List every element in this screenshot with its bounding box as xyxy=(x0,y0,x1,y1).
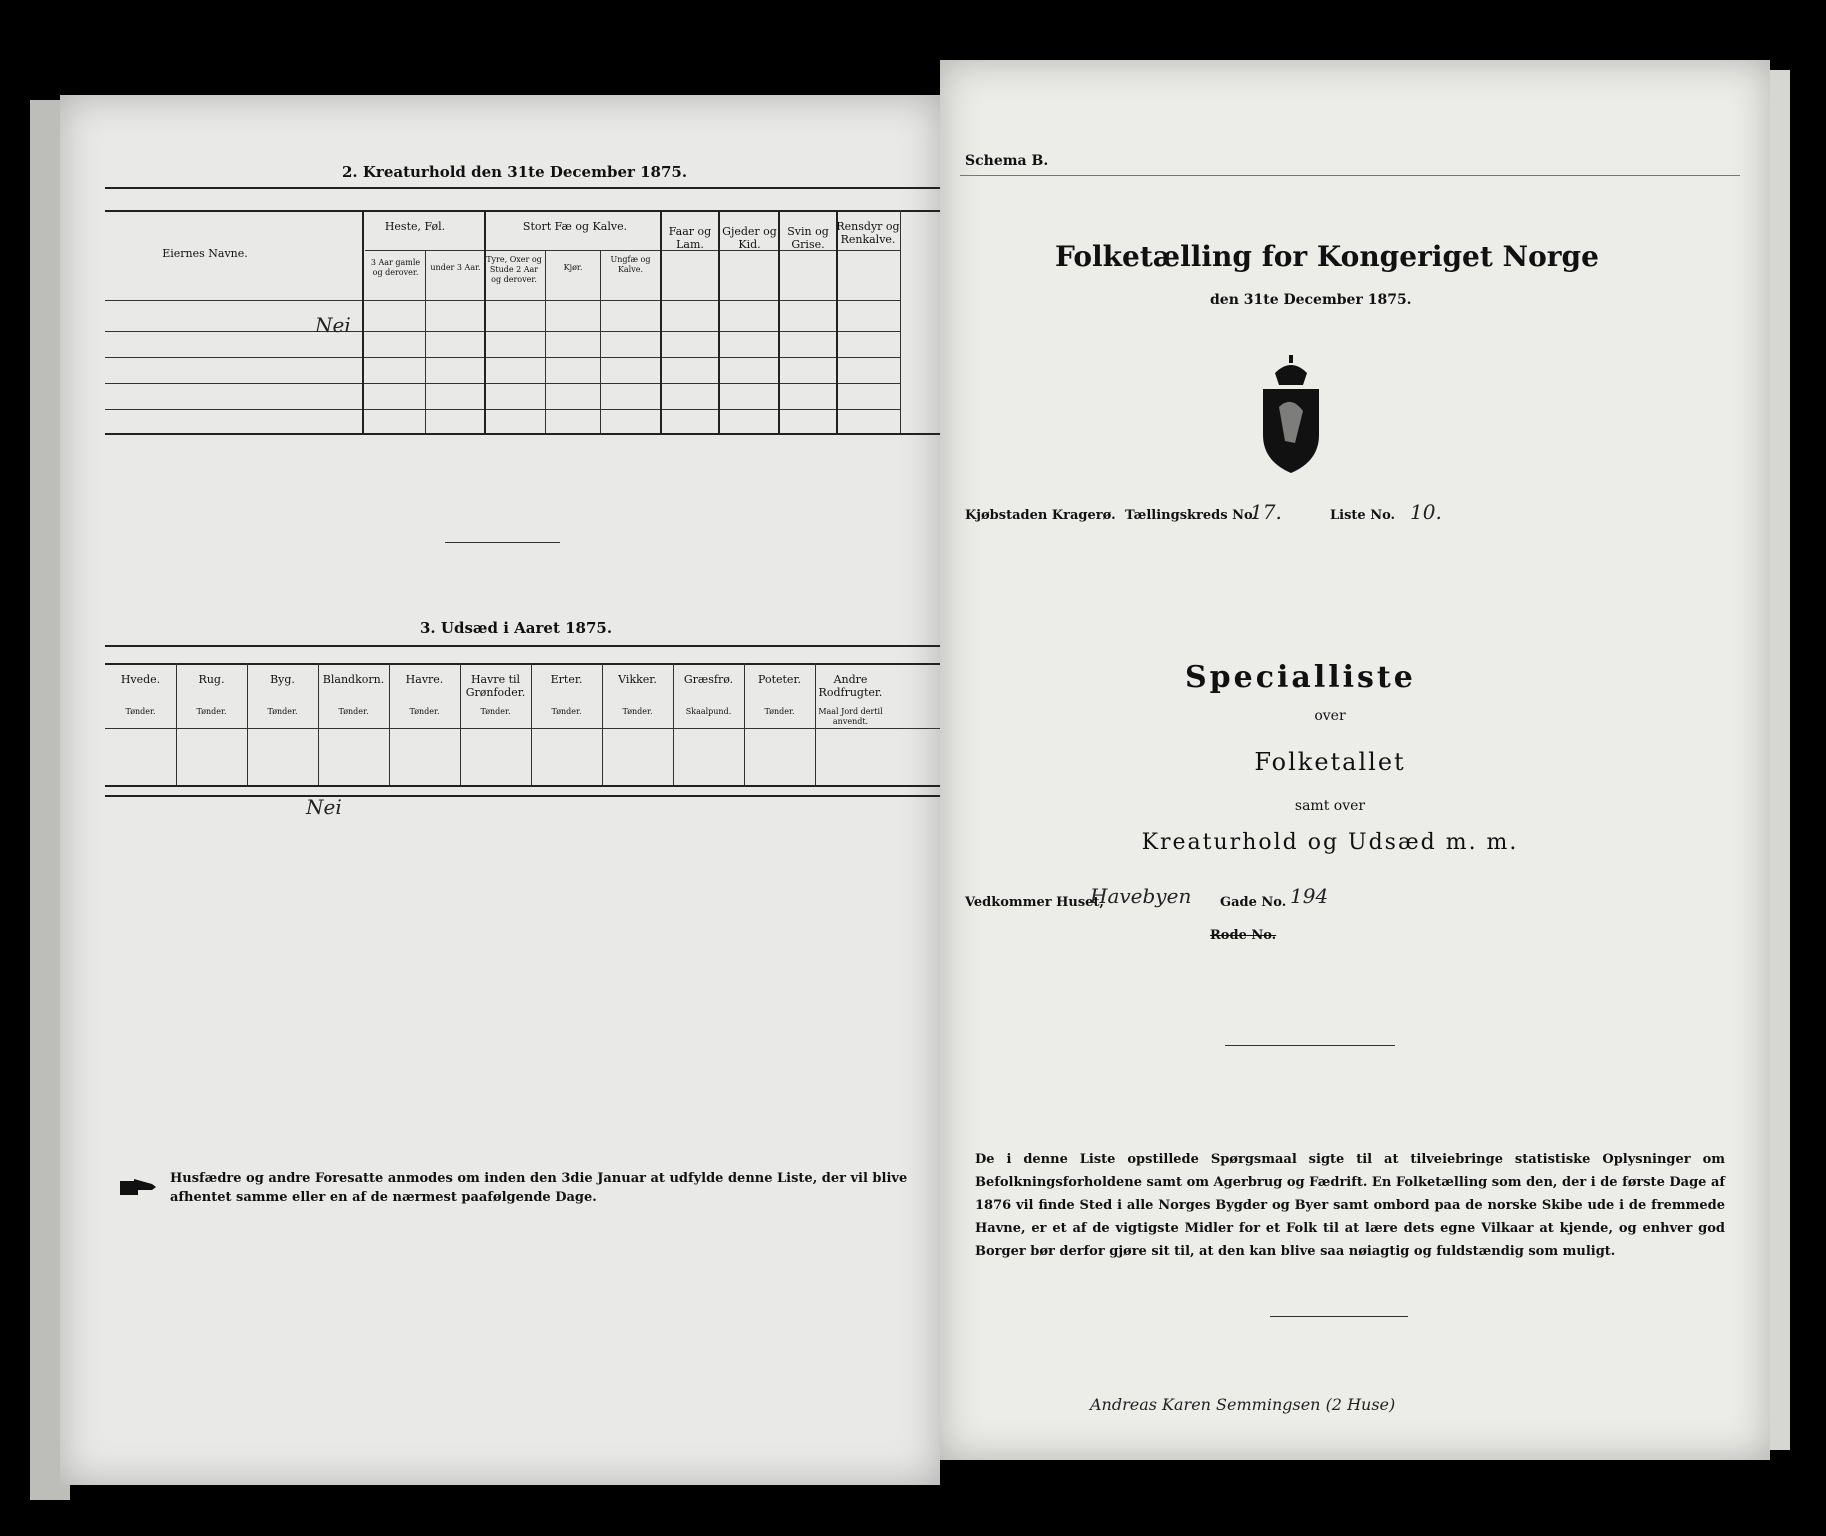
rule xyxy=(105,300,900,301)
col-line xyxy=(660,210,662,433)
col-cattle-sub1: Tyre, Oxer og Stude 2 Aar og derover. xyxy=(486,255,542,284)
rule xyxy=(105,409,900,410)
section3-col-header: Græsfrø. xyxy=(683,673,734,686)
house-value: Havebyen xyxy=(1090,884,1192,908)
section3-col-unit: Tønder. xyxy=(409,707,440,716)
street-label: Gade No. xyxy=(1220,895,1287,910)
col-cattle-sub2: Kjør. xyxy=(563,263,583,272)
rule xyxy=(105,728,965,729)
col-horses-sub2: under 3 Aar. xyxy=(430,263,481,272)
rule xyxy=(105,187,945,189)
rule xyxy=(365,250,900,251)
right-page xyxy=(940,60,1770,1460)
section3-col-header: Andre Rodfrugter. xyxy=(818,673,883,699)
section2-title: 2. Kreaturhold den 31te December 1875. xyxy=(342,163,688,181)
rule xyxy=(105,433,945,435)
col-line xyxy=(484,210,486,433)
rule xyxy=(105,331,900,332)
specialliste-heading: Specialliste xyxy=(1185,660,1416,695)
norway-coat-of-arms-icon xyxy=(1255,355,1327,475)
section3-title: 3. Udsæd i Aaret 1875. xyxy=(420,619,613,637)
section3-col-header: Blandkorn. xyxy=(322,673,385,686)
col-cattle-sub3: Ungfæ og Kalve. xyxy=(610,255,651,274)
notice-text: Husfædre og andre Foresatte anmodes om inden den 3die Januar at udfylde denne Liste, der vil blive afhentet samme eller en af de nærmest paafølgende Dage. xyxy=(170,1171,908,1205)
rule xyxy=(105,357,900,358)
district-label: Tællingskreds No. xyxy=(1125,508,1257,523)
town-label: Kjøbstaden Kragerø. xyxy=(965,508,1116,523)
section3-col-unit: Tønder. xyxy=(338,707,369,716)
rule xyxy=(1270,1316,1408,1317)
rule xyxy=(105,383,900,384)
col-line xyxy=(545,250,546,433)
rode-label: Rode No. xyxy=(1210,928,1277,943)
col-sheep: Faar og Lam. xyxy=(668,225,712,251)
section3-col-header: Vikker. xyxy=(618,673,657,686)
col-goats: Gjeder og Kid. xyxy=(722,225,777,251)
col-line xyxy=(718,210,720,433)
subheading: Kreaturhold og Udsæd m. m. xyxy=(1141,830,1519,855)
section3-col-unit: Tønder. xyxy=(125,707,156,716)
rule xyxy=(105,663,965,665)
col-line xyxy=(900,210,901,433)
district-value: 17. xyxy=(1250,500,1282,524)
col-line xyxy=(836,210,838,433)
section3-col-unit: Skaalpund. xyxy=(685,707,732,716)
rule xyxy=(1225,1045,1395,1046)
section3-col-header: Rug. xyxy=(198,673,225,686)
section2-entry: Nei xyxy=(315,313,351,337)
section3-col-header: Erter. xyxy=(550,673,583,686)
list-value: 10. xyxy=(1410,500,1442,524)
footnote: Andreas Karen Semmingsen (2 Huse) xyxy=(1090,1395,1396,1414)
col-line xyxy=(362,210,364,433)
col-cattle: Stort Fæ og Kalve. xyxy=(522,220,628,233)
page-title: Folketælling for Kongeriget Norge xyxy=(1055,240,1599,273)
col-reindeer: Rensdyr og Renkalve. xyxy=(836,220,900,246)
list-label: Liste No. xyxy=(1330,508,1396,523)
section3-col-unit: Maal Jord dertil anvendt. xyxy=(818,707,883,726)
section3-col-unit: Tønder. xyxy=(480,707,511,716)
section3-col-unit: Tønder. xyxy=(267,707,298,716)
col-owner: Eiernes Navne. xyxy=(162,247,248,260)
rule xyxy=(960,175,1740,176)
street-value: 194 xyxy=(1290,884,1329,908)
section3-col-unit: Tønder. xyxy=(764,707,795,716)
rule xyxy=(105,645,965,647)
section3-col-header: Hvede. xyxy=(120,673,161,686)
section3-col-header: Poteter. xyxy=(758,673,801,686)
over-text: over xyxy=(1314,708,1346,724)
section3-col-unit: Tønder. xyxy=(622,707,653,716)
section3-col-header: Havre. xyxy=(405,673,444,686)
col-line xyxy=(778,210,780,433)
section3-col-unit: Tønder. xyxy=(551,707,582,716)
left-page xyxy=(60,95,940,1485)
house-label: Vedkommer Huset, xyxy=(965,895,1104,910)
section3-col-header: Havre til Grønfoder. xyxy=(465,673,526,699)
col-line xyxy=(600,250,601,433)
rule xyxy=(105,210,945,212)
col-line xyxy=(425,250,426,433)
rule xyxy=(105,795,965,797)
rule xyxy=(445,542,560,543)
info-text: De i denne Liste opstillede Spørgsmaal sigte til at tilveiebringe statistiske Oplysninger om Befolkningsforholdene samt om Agerbrug og Fædrift. En Folketælling som den, der i de første Dage af 1876 vil finde Sted i alle Norges Bygder og Byer samt ombord paa de norske Skibe ude i de fremmede Havne, er et af de vigtigste Midler for et Folk til at lære dets egne Vilkaar at kjende, og enhver god Borger bør derfor gjøre sit til, at den kan blive saa nøiagtig og fuldstændig som muligt. xyxy=(975,1152,1725,1259)
samt-over-text: samt over xyxy=(1294,798,1366,814)
col-pigs: Svin og Grise. xyxy=(787,225,829,251)
section3-entry: Nei xyxy=(306,795,342,819)
section3-col-unit: Tønder. xyxy=(196,707,227,716)
rule xyxy=(105,785,965,787)
pointing-hand-icon xyxy=(118,1175,158,1199)
schema-label: Schema B. xyxy=(965,153,1049,169)
col-horses-sub1: 3 Aar gamle og derover. xyxy=(370,258,421,277)
folketallet-text: Folketallet xyxy=(1254,748,1406,776)
census-date: den 31te December 1875. xyxy=(1210,292,1412,308)
section3-col-header: Byg. xyxy=(270,673,295,686)
col-horses: Heste, Føl. xyxy=(384,220,446,233)
